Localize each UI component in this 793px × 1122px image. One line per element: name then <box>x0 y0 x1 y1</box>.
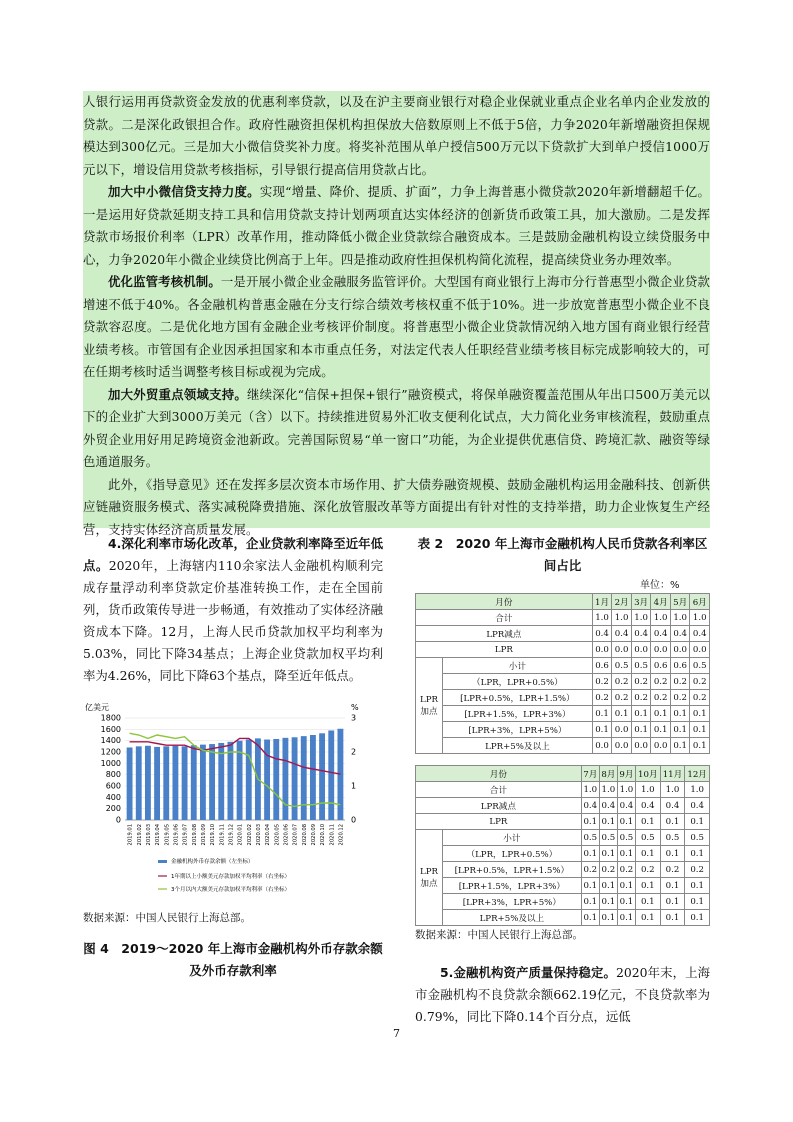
table-cell: 0.1 <box>651 706 671 722</box>
table-cell: [LPR+0.5%，LPR+1.5%） <box>443 862 582 878</box>
table-cell: （LPR，LPR+0.5%） <box>443 846 582 862</box>
table-unit: 单位：% <box>640 580 680 591</box>
table-cell: 0.0 <box>612 738 632 754</box>
table-row <box>416 690 710 706</box>
table-cell: 1.0 <box>685 782 710 798</box>
table-cell: 0.4 <box>690 626 710 642</box>
x-tick-label: 2019.08 <box>191 824 198 846</box>
table-cell: 1.0 <box>581 782 599 798</box>
table-cell: 0.0 <box>612 722 632 738</box>
x-tick-label: 2020.02 <box>246 824 253 846</box>
table-cell: 0.1 <box>599 910 617 926</box>
figure-4-chart <box>83 700 383 915</box>
policy-paragraph: 此外，《指导意见》还在发挥多层次资本市场作用、扩大债券融资规模、鼓励金融机构运用金融科技、创新供应链融资服务模式、落实减税降费措施、深化放管服改革等方面提出有针对性的支持举措，助力企业恢复生产经营，支持实体经济高质量发展。 <box>83 476 710 537</box>
table-cell: 0.1 <box>670 706 690 722</box>
table-cell: 0.5 <box>631 658 651 674</box>
table-2-source: 数据来源：中国人民银行上海总部。 <box>415 929 583 941</box>
table-cell: 0.4 <box>599 798 617 814</box>
bar <box>273 739 279 820</box>
table-cell: 0.1 <box>631 722 651 738</box>
table-cell: 1.0 <box>612 610 632 626</box>
table-cell: 0.1 <box>685 910 710 926</box>
table-cell: 12月 <box>685 766 710 782</box>
table-row <box>416 782 710 798</box>
table-cell: 0.6 <box>651 658 671 674</box>
table-cell: 1.0 <box>670 610 690 626</box>
table-cell: 0.1 <box>592 722 612 738</box>
x-tick-label: 2019.05 <box>164 824 171 846</box>
table-cell: 0.2 <box>685 862 710 878</box>
table-row <box>416 894 710 910</box>
y-left-tick: 600 <box>105 781 121 791</box>
table-cell: 0.5 <box>599 830 617 846</box>
bar <box>282 738 288 820</box>
table-cell: 0.2 <box>690 674 710 690</box>
table-cell: 小计 <box>443 830 582 846</box>
page-number: 7 <box>393 1027 400 1040</box>
table-cell: 1.0 <box>635 782 660 798</box>
policy-paragraph: 人银行运用再贷款资金发放的优惠利率贷款，以及在沪主要商业银行对稳企业保就业重点企业名单内企业发放的贷款。二是深化政银担合作。政府性融资担保机构担保放大倍数原则上不低于5倍，力争2020年新增融资担保规模达到300亿元。三是加大小微信贷奖补力度。将奖补范围从单户授信500万元以下贷款扩大到单户授信1000万元以下，增设信用贷款考核指标，引导银行提高信用贷款占比。 <box>83 94 710 177</box>
table-cell: 0.1 <box>581 878 599 894</box>
bar <box>319 733 325 820</box>
table-cell: 0.1 <box>685 894 710 910</box>
table-cell: [LPR+0.5%，LPR+1.5%） <box>443 690 593 706</box>
legend-label: 3个月以内大额美元存款加权平均利率（右坐标） <box>171 887 291 893</box>
table-cell: 0.5 <box>581 830 599 846</box>
table-cell: 0.2 <box>631 674 651 690</box>
table-cell: 10月 <box>635 766 660 782</box>
table-cell: LPR+5%及以上 <box>443 910 582 926</box>
y-right-tick: 3 <box>351 713 357 723</box>
table-cell: 1.0 <box>617 782 635 798</box>
bar <box>172 746 178 820</box>
table-cell: LPR+5%及以上 <box>443 738 593 754</box>
table-cell: 0.1 <box>635 894 660 910</box>
table-cell: 0.1 <box>617 894 635 910</box>
table-cell: 0.1 <box>599 846 617 862</box>
table-cell: 6月 <box>690 594 710 610</box>
table-cell: 0.0 <box>592 738 612 754</box>
table-cell: 0.2 <box>651 674 671 690</box>
table-cell: 0.1 <box>651 722 671 738</box>
table-cell: 0.4 <box>612 626 632 642</box>
x-tick-label: 2020.04 <box>265 824 272 846</box>
bar <box>310 735 316 820</box>
table-cell: 0.2 <box>670 674 690 690</box>
table-cell: 0.2 <box>617 862 635 878</box>
table-row <box>416 642 710 658</box>
policy-highlight-block <box>83 91 710 537</box>
table-cell: 9月 <box>617 766 635 782</box>
table-cell: 合计 <box>416 610 593 626</box>
x-tick-label: 2019.01 <box>127 824 134 846</box>
chart-legend <box>158 857 290 893</box>
bar <box>182 746 188 820</box>
y-left-tick: 1400 <box>100 736 121 746</box>
table-cell: [LPR+1.5%，LPR+3%） <box>443 878 582 894</box>
table-cell: 0.2 <box>690 690 710 706</box>
table-cell: 0.5 <box>685 830 710 846</box>
table-cell: [LPR+3%，LPR+5%） <box>443 894 582 910</box>
table-row <box>416 658 710 674</box>
table-cell: 0.1 <box>635 878 660 894</box>
x-tick-label: 2019.07 <box>182 824 189 846</box>
bar <box>127 747 133 820</box>
table-cell: 0.2 <box>670 690 690 706</box>
table-cell: 0.2 <box>631 690 651 706</box>
section-5-heading: 5.金融机构资产质量保持稳定。 <box>440 965 616 980</box>
x-tick-label: 2019.10 <box>210 824 217 846</box>
table-cell: 0.1 <box>612 706 632 722</box>
table-cell: 0.1 <box>660 910 685 926</box>
table-cell: 0.5 <box>690 658 710 674</box>
bar <box>200 745 206 820</box>
table-row <box>416 766 710 782</box>
table-cell: 0.5 <box>612 658 632 674</box>
legend-swatch-bar <box>158 860 167 863</box>
table-cell: 0.4 <box>631 626 651 642</box>
section-5-paragraph <box>415 962 710 1028</box>
table-cell: 0.5 <box>635 830 660 846</box>
table-cell: 0.1 <box>635 814 660 830</box>
bar <box>227 742 233 820</box>
table-row <box>416 830 710 846</box>
x-tick-label: 2020.01 <box>237 824 244 846</box>
x-tick-label: 2020.06 <box>283 824 290 846</box>
table-cell: 0.4 <box>592 626 612 642</box>
x-tick-label: 2020.05 <box>274 824 281 846</box>
table-row <box>416 846 710 862</box>
y-left-tick: 1200 <box>100 747 121 757</box>
table-row <box>416 878 710 894</box>
table-row <box>416 862 710 878</box>
policy-paragraph: 加大外贸重点领域支持。继续深化“信保+担保+银行”融资模式，将保单融资覆盖范围从年出口500万美元以下的企业扩大到3000万美元（含）以下。持续推进贸易外汇收支便利化试点，大力简化业务审核流程，鼓励重点外贸企业用好用足跨境资金池新政。完善国际贸易“单一窗口”功能，为企业提供优惠信贷、跨境汇款、融资等绿色通道服务。 <box>83 386 710 469</box>
table-cell: 0.1 <box>599 814 617 830</box>
table-cell: 0.0 <box>612 642 632 658</box>
table-cell: 0.1 <box>670 738 690 754</box>
table-cell: 1.0 <box>660 782 685 798</box>
table-cell: 7月 <box>581 766 599 782</box>
table-cell: 0.4 <box>635 798 660 814</box>
policy-paragraph: 优化监管考核机制。一是开展小微企业金融服务监管评价。大型国有商业银行上海市分行普惠型小微企业贷款增速不低于40%。各金融机构普惠金融在分支行综合绩效考核权重不低于10%。进一步放宽普惠型小微企业不良贷款容忍度。二是优化地方国有金融企业考核评价制度。将普惠型小微企业贷款情况纳入地方国有商业银行经营业绩考核。市管国有企业因承担国家和本市重点任务，对法定代表人任职经营业绩考核目标完成影响较大的，可在任期考核时适当调整考核目标或视为完成。 <box>83 274 710 379</box>
table-row <box>416 610 710 626</box>
table-2-caption: 表 2 2020 年上海市金融机构人民币贷款各利率区间占比 <box>417 536 708 573</box>
table-cell: 0.0 <box>651 642 671 658</box>
table-cell: 1.0 <box>599 782 617 798</box>
y-right-tick: 2 <box>351 747 357 757</box>
bar <box>328 730 334 820</box>
bar <box>264 740 270 820</box>
y-left-tick: 1600 <box>100 724 121 734</box>
table-cell: 0.5 <box>617 830 635 846</box>
bar <box>301 736 307 820</box>
bar <box>292 737 298 820</box>
section-5-text: 2020年末，上海市金融机构不良贷款余额662.19亿元，不良贷款率为0.79%，同比下降0.14个百分点，远低 <box>415 965 710 1024</box>
table-cell: 0.0 <box>670 642 690 658</box>
table-cell: 0.1 <box>690 706 710 722</box>
table-cell: 0.0 <box>631 738 651 754</box>
table-cell: 0.1 <box>631 706 651 722</box>
table-cell: 11月 <box>660 766 685 782</box>
table-cell: 3月 <box>631 594 651 610</box>
table-cell: 1.0 <box>592 610 612 626</box>
y-left-tick: 1800 <box>100 713 121 723</box>
x-tick-label: 2020.12 <box>338 824 345 846</box>
table-cell: [LPR+3%，LPR+5%） <box>443 722 593 738</box>
table-cell: 0.1 <box>592 706 612 722</box>
policy-paragraph: 加大中小微信贷支持力度。实现“增量、降价、提质、扩面”，力争上海普惠小微贷款2020年新增翻超千亿。一是运用好贷款延期支持工具和信用贷款支持计划两项直达实体经济的创新货币政策工具，加大激励。二是发挥贷款市场报价利率（LPR）改革作用，推动降低小微企业贷款综合融资成本。三是鼓励金融机构设立续贷服务中心，力争2020年小微企业续贷比例高于上年。四是推动政府性担保机构简化流程，提高续贷业务办理效率。 <box>83 184 710 267</box>
table-row <box>416 738 710 754</box>
x-tick-label: 2020.11 <box>329 824 336 846</box>
table-cell: 0.1 <box>685 878 710 894</box>
x-tick-label: 2019.12 <box>228 824 235 846</box>
x-tick-label: 2019.09 <box>200 824 207 846</box>
table-cell: 0.4 <box>581 798 599 814</box>
table-cell: 0.1 <box>617 814 635 830</box>
bar <box>154 747 160 820</box>
table-cell: 0.0 <box>592 642 612 658</box>
bar <box>218 743 224 820</box>
table-cell: 0.2 <box>612 674 632 690</box>
table-cell: LPR减点 <box>416 626 593 642</box>
table-cell: 0.1 <box>660 894 685 910</box>
table-cell: 0.2 <box>581 862 599 878</box>
table-cell: 0.6 <box>592 658 612 674</box>
series-line <box>130 738 341 774</box>
x-tick-label: 2019.02 <box>136 824 143 846</box>
table-cell: 0.2 <box>599 862 617 878</box>
figure-4-source: 数据来源：中国人民银行上海总部。 <box>83 912 251 924</box>
table-cell: 0.0 <box>690 642 710 658</box>
y-left-tick: 400 <box>105 792 121 802</box>
table-cell: 0.1 <box>660 846 685 862</box>
table-cell: 0.1 <box>690 738 710 754</box>
table-row <box>416 722 710 738</box>
y-right-tick: 1 <box>351 781 357 791</box>
table-cell: 0.1 <box>635 846 660 862</box>
table-cell: 0.0 <box>651 738 671 754</box>
x-tick-label: 2020.09 <box>310 824 317 846</box>
y-left-tick: 1000 <box>100 758 121 768</box>
table-cell: 0.1 <box>599 894 617 910</box>
x-tick-label: 2019.04 <box>155 824 162 846</box>
table-cell: 0.4 <box>660 798 685 814</box>
table-cell: LPR <box>416 814 582 830</box>
table-2-h1 <box>415 593 710 754</box>
x-tick-label: 2020.10 <box>320 824 327 846</box>
table-row <box>416 626 710 642</box>
y-left-label: 亿美元 <box>85 703 109 712</box>
table-cell: 0.1 <box>617 846 635 862</box>
y-left-tick: 200 <box>105 804 121 814</box>
table-cell: 1.0 <box>631 610 651 626</box>
table-cell: 0.1 <box>599 878 617 894</box>
y-left-tick: 0 <box>115 815 121 825</box>
bar <box>163 746 169 820</box>
table-cell: 0.2 <box>592 690 612 706</box>
table-cell: 0.5 <box>660 830 685 846</box>
x-tick-label: 2019.11 <box>219 824 226 846</box>
table-row <box>416 814 710 830</box>
bar <box>145 746 151 820</box>
table-cell: 0.1 <box>617 878 635 894</box>
table-row <box>416 706 710 722</box>
x-tick-label: 2019.03 <box>145 824 152 846</box>
x-tick-label: 2019.06 <box>173 824 180 846</box>
table-cell: 0.2 <box>651 690 671 706</box>
table-cell: 0.1 <box>690 722 710 738</box>
y-right-label: % <box>351 703 359 712</box>
table-cell: 0.1 <box>635 910 660 926</box>
table-cell: LPR加点 <box>416 658 443 754</box>
table-cell: LPR <box>416 642 593 658</box>
bar <box>246 740 252 820</box>
table-cell: 8月 <box>599 766 617 782</box>
table-cell: 0.1 <box>581 894 599 910</box>
table-cell: 0.1 <box>660 814 685 830</box>
table-cell: 0.1 <box>617 910 635 926</box>
section-4-paragraph <box>83 533 383 687</box>
table-cell: 1.0 <box>651 610 671 626</box>
table-row <box>416 594 710 610</box>
table-cell: 5月 <box>670 594 690 610</box>
x-tick-label: 2020.08 <box>301 824 308 846</box>
table-cell: 0.1 <box>670 722 690 738</box>
bar <box>136 746 142 820</box>
table-cell: 0.4 <box>670 626 690 642</box>
table-cell: 4月 <box>651 594 671 610</box>
legend-label: 1年期以上小额美元存款加权平均利率（右坐标） <box>171 874 291 880</box>
section-4-heading: 4.深化利率市场化改革，企业贷款利率降至近年低点。 <box>83 536 383 573</box>
section-4-text: 2020年，上海辖内110余家法人金融机构顺利完成存量浮动利率贷款定价基准转换工作，走在全国前列，货币政策传导进一步畅通，有效推动了实体经济融资成本下降。12月，上海人民币贷款加权平均利率为5.03%，同比下降34基点；上海企业贷款加权平均利率为4.26%，同比下降63个基点，降至近年低点。 <box>83 558 384 683</box>
table-row <box>416 910 710 926</box>
table-cell: 0.4 <box>685 798 710 814</box>
legend-label: 金融机构外币存款余额（左坐标） <box>171 859 254 865</box>
table-cell: （LPR，LPR+0.5%） <box>443 674 593 690</box>
table-cell: 0.4 <box>651 626 671 642</box>
table-cell: 0.1 <box>685 846 710 862</box>
table-cell: 0.2 <box>635 862 660 878</box>
table-cell: 0.1 <box>581 814 599 830</box>
table-cell: 0.0 <box>631 642 651 658</box>
bar <box>191 745 197 820</box>
table-cell: 0.4 <box>617 798 635 814</box>
table-cell: 月份 <box>416 766 582 782</box>
table-row <box>416 674 710 690</box>
bar <box>209 744 215 820</box>
table-row <box>416 798 710 814</box>
table-cell: 1.0 <box>690 610 710 626</box>
table-cell: 月份 <box>416 594 593 610</box>
table-cell: 0.1 <box>685 814 710 830</box>
table-cell: 0.1 <box>581 846 599 862</box>
table-cell: 0.2 <box>660 862 685 878</box>
x-tick-label: 2020.07 <box>292 824 299 846</box>
table-cell: 1月 <box>592 594 612 610</box>
x-tick-label: 2020.03 <box>255 824 262 846</box>
table-cell: [LPR+1.5%，LPR+3%） <box>443 706 593 722</box>
table-cell: 0.1 <box>581 910 599 926</box>
table-cell: 0.6 <box>670 658 690 674</box>
table-cell: 小计 <box>443 658 593 674</box>
y-right-tick: 0 <box>351 815 357 825</box>
figure-4-caption: 图 4 2019～2020 年上海市金融机构外币存款余额及外币存款利率 <box>83 941 383 978</box>
table-cell: LPR减点 <box>416 798 582 814</box>
table-cell: 2月 <box>612 594 632 610</box>
table-cell: 0.2 <box>592 674 612 690</box>
table-cell: 合计 <box>416 782 582 798</box>
y-left-tick: 800 <box>105 770 121 780</box>
table-2-h2 <box>415 765 710 926</box>
table-cell: 0.2 <box>612 690 632 706</box>
table-cell: LPR加点 <box>416 830 443 926</box>
table-cell: 0.1 <box>660 878 685 894</box>
